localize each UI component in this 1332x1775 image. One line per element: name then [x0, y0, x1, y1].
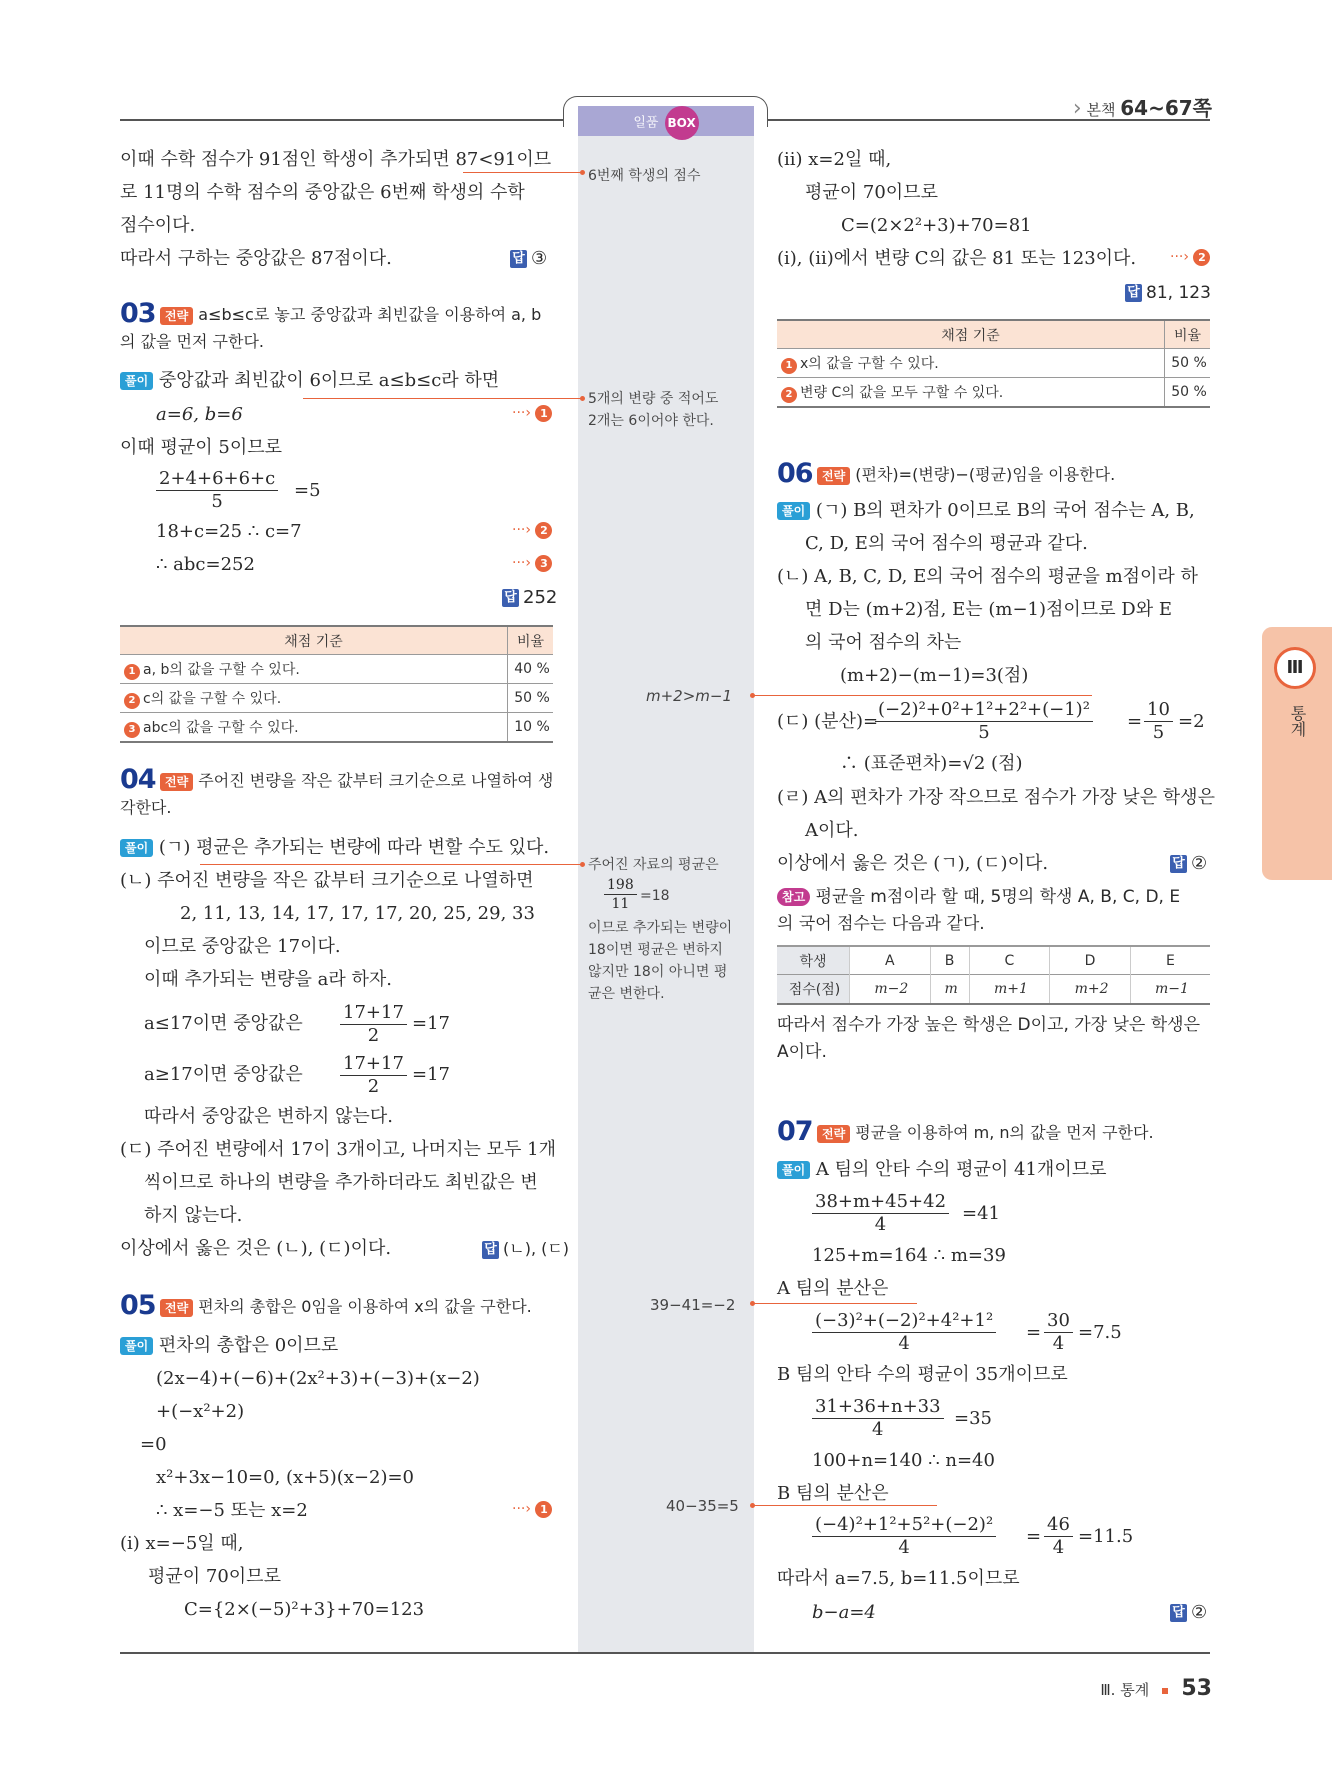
table-row-1-criteria: x의 값을 구할 수 있다.: [800, 355, 939, 372]
table-row-1-ratio: 40 %: [508, 655, 554, 684]
q07-frac3-result: =35: [954, 1408, 992, 1429]
note-2a: 5개의 변량 중 적어도: [588, 391, 719, 407]
note-4b: 이므로 추가되는 변량이: [588, 920, 733, 936]
q07-number: 07: [777, 1116, 813, 1147]
box-label: 일품: [633, 115, 659, 131]
note-4d: 않지만 18이 아니면 평: [588, 964, 728, 980]
q06-ref1-text: 평균을 m점이라 할 때, 5명의 학생 A, B, C, D, E: [815, 887, 1181, 907]
q06-var-result: =2: [1178, 711, 1205, 732]
ref-label: 본책: [1086, 101, 1116, 119]
connector-dot: [750, 1301, 755, 1306]
score-head-b: B: [930, 946, 969, 975]
q03-strategy-1: a≤b≤c로 놓고 중앙값과 최빈값을 이용하여 a, b: [198, 305, 542, 324]
q03-sol1: [120, 369, 499, 393]
r05-line4: (i), (ii)에서 변량 C의 값은 81 또는 123이다.: [777, 248, 1137, 269]
step-marker-1: ···› 1: [512, 1501, 552, 1518]
q05-line7: (i) x=−5일 때,: [120, 1533, 244, 1554]
r05-answer-value: 81, 123: [1146, 283, 1211, 303]
q04-strategy-1: 주어진 변량을 작은 값부터 크기순으로 나열하여 생: [198, 771, 554, 790]
q06-ref2: 의 국어 점수는 다음과 같다.: [777, 914, 985, 934]
q03-frac-num: 2+4+6+6+c: [156, 468, 278, 491]
q05-line6: ∴ x=−5 또는 x=2: [156, 1500, 308, 1521]
page-reference: [1073, 92, 1212, 121]
note-3: m+2>m−1: [646, 687, 733, 705]
answer-prev-value: ③: [531, 248, 548, 269]
q07-frac2-result: =7.5: [1078, 1322, 1122, 1343]
q07-l2: A 팀의 분산은: [777, 1278, 889, 1299]
q07-l5: 따라서 a=7.5, b=11.5이므로: [777, 1568, 1020, 1589]
connector-dot: [750, 1503, 755, 1508]
q07-frac4-result: =11.5: [1078, 1526, 1134, 1547]
q06-var-label: (ㄷ) (분산)=: [777, 711, 879, 732]
connector-5: [752, 1303, 917, 1304]
side-tab-label: 통계: [1288, 705, 1307, 737]
q03-strategy-2: 의 값을 먼저 구한다.: [120, 332, 264, 351]
note-4c: 18이면 평균은 변하지: [588, 942, 723, 958]
q04-case1: a≤17이면 중앙값은: [144, 1013, 303, 1034]
q04-after4: 하지 않는다.: [144, 1205, 243, 1226]
q07-l4: B 팀의 분산은: [777, 1483, 889, 1504]
q07-frac1: $\frac{38+m+45+42}{4}$: [812, 1191, 949, 1236]
q07-e3: 100+n=140 ∴ n=40: [812, 1450, 995, 1471]
table-row-2-criteria: 변량 C의 값을 모두 구할 수 있다.: [800, 384, 1004, 401]
q06-var-frac2: $\frac{10}{5}$: [1144, 699, 1173, 744]
strategy-tag: 전략: [160, 307, 193, 325]
connector-2: [303, 398, 583, 399]
q05-score-table: 채점 기준 비율 1 x의 값을 구할 수 있다. 50 % 2 변량 C의 값을 모두 구할 수 있다. 50 %: [777, 319, 1210, 408]
r05-answer: 답 81, 123: [1125, 281, 1211, 305]
step-marker-3: ···› 3: [512, 555, 552, 572]
table-head-criteria: 채점 기준: [777, 320, 1165, 349]
q06-line6: (m+2)−(m−1)=3(점): [840, 665, 1029, 686]
q07-e1: 125+m=164 ∴ m=39: [812, 1245, 1006, 1266]
q05-line8: 평균이 70이므로: [148, 1566, 281, 1587]
q06-sd: ∴ (표준편차)=√2 (점): [840, 753, 1023, 774]
note-5: 39−41=−2: [650, 1296, 736, 1314]
q03-eq1: a=6, b=6: [156, 404, 243, 425]
p1-line3: 점수이다.: [120, 215, 196, 236]
q04-strategy-2: 각한다.: [120, 798, 172, 817]
note-4a: 주어진 자료의 평균은: [588, 857, 719, 873]
q06-line2: C, D, E의 국어 점수의 평균과 같다.: [805, 533, 1088, 554]
q04-strategy: [160, 770, 553, 792]
solution-tag: 풀이: [777, 1161, 810, 1179]
connector-4: [200, 864, 583, 865]
q07-l1: [777, 1158, 1106, 1182]
q04-line2: (ㄴ) 주어진 변량을 작은 값부터 크기순으로 나열하면: [120, 870, 534, 891]
q03-fraction: [156, 468, 278, 513]
footer-chapter: Ⅲ. 통계: [1100, 1681, 1150, 1699]
q04-frac2: $\frac{17+17}{2}$: [340, 1053, 407, 1098]
q03-frac-den: 5: [211, 491, 223, 512]
q03-frac-result: =5: [294, 480, 321, 501]
q04-line1-text: (ㄱ) 평균은 추가되는 변량에 따라 변할 수도 있다.: [158, 837, 550, 858]
q05-line3: +(−x²+2): [156, 1401, 245, 1422]
connector-1: [463, 172, 583, 173]
side-tab[interactable]: [1262, 627, 1332, 880]
table-row-2-ratio: 50 %: [508, 684, 554, 713]
score-head-a: A: [850, 946, 931, 975]
q05-strategy: [160, 1296, 532, 1318]
q03-eq3: ∴ abc=252: [156, 554, 255, 575]
q04-line4: 이므로 중앙값은 17이다.: [144, 936, 341, 957]
strategy-tag: 전략: [817, 467, 850, 485]
q03-answer-value: 252: [523, 587, 558, 608]
q06-strategy-text: (편차)=(변량)−(평균)임을 이용한다.: [855, 465, 1116, 484]
score-a: m−2: [850, 975, 931, 1005]
score-table: [777, 945, 1210, 1005]
q07-answer-value: ②: [1191, 1602, 1208, 1623]
footer-rule: [120, 1652, 1210, 1654]
q03-score-table: 채점 기준 비율 1 a, b의 값을 구할 수 있다. 40 % 2 c의 값을 구할 수 있다. 50 % 3 abc의 값을 구할 수 있다. 10 %: [120, 625, 553, 743]
connector-dot: [750, 693, 755, 698]
ref-pages: 64~67쪽: [1120, 96, 1212, 120]
note-6: 40−35=5: [666, 1497, 739, 1515]
note-2b: 2개는 6이어야 한다.: [588, 413, 714, 429]
q06-line1: [777, 499, 1195, 523]
q07-frac4: $\frac{\text{(−4)²+1²+5²+(−2)²}}{4}$: [812, 1514, 996, 1559]
solution-tag: 풀이: [120, 372, 153, 390]
q04-case2: a≥17이면 중앙값은: [144, 1064, 303, 1085]
score-c: m+1: [969, 975, 1050, 1005]
q06-var-eq: =: [1127, 711, 1143, 732]
q05-line4: =0: [140, 1434, 167, 1455]
q04-frac1: $\frac{17+17}{2}$: [340, 1002, 407, 1047]
solution-tag: 풀이: [120, 1337, 153, 1355]
q04-after3: 씩이므로 하나의 변량을 추가하더라도 최빈값은 변: [144, 1172, 538, 1193]
table-row-1-ratio: 50 %: [1165, 349, 1211, 378]
q05-number: 05: [120, 1290, 156, 1321]
q05-line2: (2x−4)+(−6)+(2x²+3)+(−3)+(x−2): [156, 1368, 480, 1389]
q06-tail1: 따라서 점수가 가장 높은 학생은 D이고, 가장 낮은 학생은: [777, 1015, 1201, 1035]
q07-frac3: $\frac{31+36+n+33}{4}$: [812, 1396, 944, 1441]
connector-dot: [580, 396, 585, 401]
q06-line3: (ㄴ) A, B, C, D, E의 국어 점수의 평균을 m점이라 하: [777, 566, 1198, 587]
q04-answer-value: (ㄴ), (ㄷ): [503, 1239, 570, 1258]
q07-strategy-text: 평균을 이용하여 m, n의 값을 먼저 구한다.: [855, 1123, 1154, 1142]
q03-sol1-text: 중앙값과 최빈값이 6이므로 a≤b≤c라 하면: [158, 370, 500, 391]
table-row-3-ratio: 10 %: [508, 713, 554, 743]
r05-line2: 평균이 70이므로: [805, 182, 938, 203]
strategy-tag: 전략: [160, 1299, 193, 1317]
q04-answer: 답 (ㄴ), (ㄷ): [482, 1237, 569, 1261]
p1-line4: 따라서 구하는 중앙값은 87점이다.: [120, 248, 392, 269]
table-head-ratio: 비율: [508, 626, 554, 655]
score-d: m+2: [1050, 975, 1131, 1005]
q04-line5: 이때 추가되는 변량을 a라 하자.: [144, 969, 392, 990]
score-head-c: C: [969, 946, 1050, 975]
table-row-3-criteria: abc의 값을 구할 수 있다.: [143, 719, 299, 736]
q05-line1-text: 편차의 총합은 0이므로: [158, 1335, 339, 1356]
q07-l3: B 팀의 안타 수의 평균이 35개이므로: [777, 1364, 1068, 1385]
table-row-2-ratio: 50 %: [1165, 378, 1211, 408]
q04-frac1-result: =17: [412, 1013, 450, 1034]
q07-answer: 답 ②: [1170, 1601, 1207, 1625]
p1-line1: 이때 수학 점수가 91점인 학생이 추가되면 87<91이므: [120, 149, 552, 170]
chevron-right-icon: ›: [1072, 96, 1082, 121]
reference-tag: 참고: [777, 888, 810, 906]
box-header: [578, 106, 754, 136]
header-rule-left: [120, 119, 565, 121]
q06-line4: 면 D는 (m+2)점, E는 (m−1)점이므로 D와 E: [805, 599, 1172, 620]
q03-answer: 답 252: [502, 586, 557, 610]
note-4e: 균은 변한다.: [588, 986, 665, 1002]
connector-dot: [580, 170, 585, 175]
note-4-frac: $\frac{198}{11}$: [604, 876, 637, 913]
score-b: m: [930, 975, 969, 1005]
step-marker-2: ···› 2: [1170, 249, 1210, 266]
q06-number: 06: [777, 458, 813, 489]
q03-strategy: [160, 304, 541, 326]
note-4-frac-result: =18: [640, 888, 670, 904]
answer-prev: 답 ③: [510, 247, 547, 271]
q07-frac1-result: =41: [962, 1203, 1000, 1224]
q07-strategy: [817, 1122, 1154, 1144]
strategy-tag: 전략: [817, 1125, 850, 1143]
connector-dot: [580, 862, 585, 867]
q06-answer-value: ②: [1191, 853, 1208, 874]
r05-line1: (ii) x=2일 때,: [777, 149, 892, 170]
q04-line1: [120, 836, 549, 860]
q05-line5: x²+3x−10=0, (x+5)(x−2)=0: [156, 1467, 415, 1488]
footer-separator: [1162, 1688, 1168, 1694]
solution-tag: 풀이: [120, 839, 153, 857]
score-e: m−1: [1130, 975, 1210, 1005]
q04-after1: 따라서 중앙값은 변하지 않는다.: [144, 1106, 393, 1127]
q06-answer: 답 ②: [1170, 852, 1207, 876]
q05-line9: C={2×(−5)²+3}+70=123: [184, 1599, 425, 1620]
q07-frac4b: $\frac{46}{4}$: [1044, 1514, 1073, 1559]
table-head-ratio: 비율: [1165, 320, 1211, 349]
box-badge: BOX: [665, 106, 699, 140]
q07-l1-text: A 팀의 안타 수의 평균이 41개이므로: [815, 1159, 1107, 1180]
side-tab-roman: Ⅲ: [1274, 647, 1316, 689]
q07-frac2-eq: =: [1026, 1322, 1042, 1343]
q06-ref1: [777, 886, 1180, 908]
q04-after2: (ㄷ) 주어진 변량에서 17이 3개이고, 나머지는 모두 1개: [120, 1139, 556, 1160]
q05-strategy-text: 편차의 총합은 0임을 이용하여 x의 값을 구한다.: [198, 1297, 532, 1316]
table-row-2-criteria: c의 값을 구할 수 있다.: [143, 690, 282, 707]
q06-var-frac: $\frac{\text{(−2)²+0²+1²+2²+(−1)²}}{5}$: [875, 699, 1093, 744]
page-number: 53: [1181, 1676, 1212, 1701]
table-row-1-criteria: a, b의 값을 구할 수 있다.: [143, 661, 300, 678]
q06-line5: 의 국어 점수의 차는: [805, 632, 962, 653]
q06-tail2: A이다.: [777, 1042, 827, 1062]
q07-e5: b−a=4: [812, 1602, 876, 1623]
q06-after2: A이다.: [805, 820, 859, 841]
step-marker-2: ···› 2: [512, 522, 552, 539]
q06-after3: 이상에서 옳은 것은 (ㄱ), (ㄷ)이다.: [777, 853, 1049, 874]
p1-line2: 로 11명의 수학 점수의 중앙값은 6번째 학생의 수학: [120, 182, 525, 203]
q04-after5: 이상에서 옳은 것은 (ㄴ), (ㄷ)이다.: [120, 1238, 392, 1259]
q03-number: 03: [120, 298, 156, 329]
q05-line1: [120, 1334, 338, 1358]
score-head-e: E: [1130, 946, 1210, 975]
score-head-d: D: [1050, 946, 1131, 975]
score-label: 점수(점): [777, 975, 850, 1005]
q03-l2: 이때 평균이 5이므로: [120, 437, 282, 458]
r05-line3: C=(2×2²+3)+70=81: [841, 215, 1032, 236]
q07-frac2: $\frac{\text{(−3)²+(−2)²+4²+1²}}{4}$: [812, 1310, 996, 1355]
connector-3: [752, 695, 1092, 696]
strategy-tag: 전략: [160, 773, 193, 791]
q04-number: 04: [120, 764, 156, 795]
step-marker-1: ···› 1: [512, 405, 552, 422]
table-head-criteria: 채점 기준: [120, 626, 508, 655]
q04-line3: 2, 11, 13, 14, 17, 17, 17, 20, 25, 29, 33: [180, 903, 535, 924]
q07-frac4-eq: =: [1026, 1526, 1042, 1547]
footer: [1100, 1676, 1212, 1701]
solution-tag: 풀이: [777, 502, 810, 520]
q06-strategy: [817, 464, 1115, 486]
q06-after1: (ㄹ) A의 편차가 가장 작으므로 점수가 가장 낮은 학생은: [777, 787, 1215, 808]
q06-line1-text: (ㄱ) B의 편차가 0이므로 B의 국어 점수는 A, B,: [815, 500, 1195, 521]
score-head-student: 학생: [777, 946, 850, 975]
q04-frac2-result: =17: [412, 1064, 450, 1085]
note-1: 6번째 학생의 점수: [588, 168, 701, 184]
q07-frac2b: $\frac{30}{4}$: [1044, 1310, 1073, 1355]
q03-eq2: 18+c=25 ∴ c=7: [156, 521, 302, 542]
